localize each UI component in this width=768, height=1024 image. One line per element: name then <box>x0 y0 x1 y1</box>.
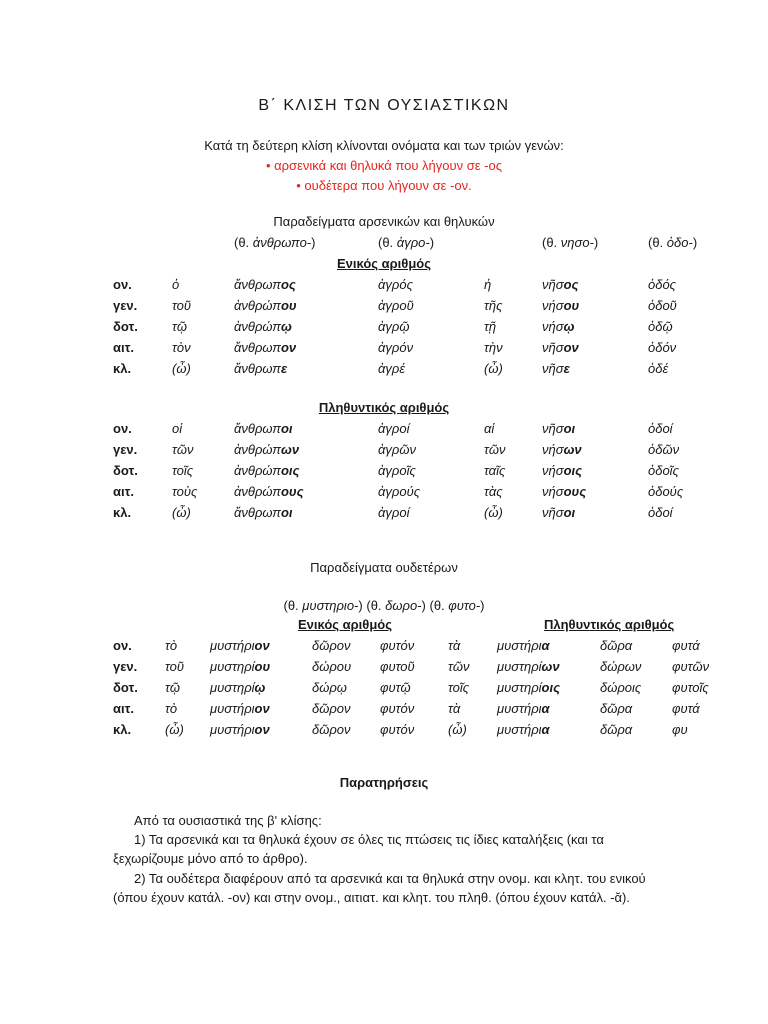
case-label: κλ. <box>113 361 132 376</box>
observations-heading: Παρατηρήσεις <box>339 775 429 790</box>
case-label: δοτ. <box>113 680 138 695</box>
intro-bullet-masc-fem: • αρσενικά και θηλυκά που λήγουν σε -ος <box>265 158 502 173</box>
case-label: κλ. <box>113 505 132 520</box>
intro-bullet-neuter: • ουδέτερα που λήγουν σε -ον. <box>296 178 472 193</box>
word-odos: ὁδός <box>648 277 677 292</box>
masc-fem-heading: Παραδείγματα αρσενικών και θηλυκών <box>273 214 495 229</box>
case-label: γεν. <box>113 659 138 674</box>
word-odos: ὁδῷ <box>648 319 673 334</box>
theme-stem: ἀγρο- <box>396 235 430 250</box>
word-ending: ων <box>563 442 582 457</box>
word-ending: α <box>541 701 550 716</box>
word-nisos: νήσῳ <box>542 319 575 334</box>
masc-fem-singular-label: Ενικός αριθμός <box>337 256 431 271</box>
article: τοὺς <box>172 484 198 499</box>
article: ὁ <box>172 277 180 292</box>
word-agros: ἀγρούς <box>378 484 421 499</box>
word-mystirio-plural: μυστηρίοις <box>497 680 561 695</box>
word-fyto-plural: φυτά <box>672 701 700 716</box>
case-label: αιτ. <box>113 340 135 355</box>
article: ταῖς <box>484 463 506 478</box>
word-agros: ἀγρῷ <box>378 319 410 334</box>
declension-row <box>0 442 768 462</box>
theme-label: (θ. ἀγρο-) <box>378 235 435 250</box>
word-agros: ἀγροί <box>378 505 410 520</box>
word-doro-plural: δώροις <box>600 680 642 695</box>
word-ending: ου <box>254 659 271 674</box>
observation-2: 2) Τα ουδέτερα διαφέρουν από τα αρσενικά και τα θηλυκά στην ονομ. και κλητ. του ενικού (όπου έχουν κατάλ. -ον) και στην ονομ., αιτιατ. και κλητ. του πληθ. (όπου έχουν κατάλ. -ᾰ). <box>113 871 646 905</box>
word-fyto-singular: φυτῷ <box>380 680 411 695</box>
word-ending: ον <box>254 722 270 737</box>
word-agros: ἀγρόν <box>378 340 414 355</box>
observation-1: 1) Τα αρσενικά και τα θηλυκά έχουν σε όλες τις πτώσεις τις ίδιες καταλήξεις (και τα ξεχωρίζουμε μόνο από το άρθρο). <box>113 832 604 866</box>
word-ending: ῳ <box>280 319 292 334</box>
word-nisos: νήσων <box>542 442 582 457</box>
page-title: Β΄ ΚΛΙΣΗ ΤΩΝ ΟΥΣΙΑΣΤΙΚΩΝ <box>258 97 510 114</box>
word-odos: ὁδῶν <box>648 442 680 457</box>
word-ending: οι <box>280 505 293 520</box>
theme-stem: φυτο- <box>448 598 481 613</box>
word-ending: α <box>541 722 550 737</box>
word-mystirio-plural: μυστήρια <box>497 701 550 716</box>
word-ending: ων <box>541 659 560 674</box>
theme-stem: μυστηριο- <box>302 598 359 613</box>
word-nisos: νῆσοι <box>542 421 576 436</box>
word-ending: ῳ <box>563 319 575 334</box>
word-ending: οι <box>280 421 293 436</box>
article: τοῖς <box>172 463 194 478</box>
word-fyto-singular: φυτόν <box>380 638 415 653</box>
word-ending: ε <box>280 361 288 376</box>
word-agros: ἀγρός <box>378 277 413 292</box>
word-anthropos: ἄνθρωπε <box>234 361 288 376</box>
theme-stem: νησο- <box>560 235 594 250</box>
word-anthropos: ἄνθρωπον <box>234 340 297 355</box>
article: τὰ <box>448 701 461 716</box>
word-fyto-plural: φυ <box>672 722 688 737</box>
theme-label: (θ. ὁδο-) <box>648 235 698 250</box>
article: (ὦ) <box>484 361 503 376</box>
word-fyto-plural: φυτῶν <box>672 659 710 674</box>
word-doro-singular: δῶρον <box>312 722 351 737</box>
article: τοῦ <box>172 298 192 313</box>
word-anthropos: ἄνθρωποι <box>234 505 293 520</box>
word-ending: οι <box>563 505 576 520</box>
word-ending: ος <box>280 277 296 292</box>
word-anthropos: ἄνθρωποι <box>234 421 293 436</box>
word-mystirio-plural: μυστηρίων <box>497 659 560 674</box>
article: τὸ <box>165 701 178 716</box>
word-doro-singular: δῶρον <box>312 638 351 653</box>
word-agros: ἀγροῦ <box>378 298 414 313</box>
word-agros: ἀγροί <box>378 421 410 436</box>
word-ending: οις <box>541 680 561 695</box>
word-mystirio-plural: μυστήρια <box>497 722 550 737</box>
article: τὰς <box>484 484 503 499</box>
theme-label: (θ. ἀνθρωπο-) <box>234 235 316 250</box>
word-ending: ον <box>280 340 297 355</box>
case-label: αιτ. <box>113 701 135 716</box>
word-fyto-plural: φυτοῖς <box>672 680 709 695</box>
word-nisos: νήσοις <box>542 463 583 478</box>
word-odos: ὁδοῦ <box>648 298 677 313</box>
word-anthropos: ἀνθρώπων <box>234 442 300 457</box>
word-agros: ἀγρέ <box>378 361 406 376</box>
declension-row <box>0 298 768 318</box>
word-ending: οι <box>563 421 576 436</box>
article: τῆς <box>484 298 503 313</box>
article: τῇ <box>484 319 497 334</box>
word-nisos: νῆσοι <box>542 505 576 520</box>
intro-line: Κατά τη δεύτερη κλίση κλίνονται ονόματα και των τριών γενών: <box>204 138 564 153</box>
word-ending: ε <box>563 361 570 376</box>
word-ending: ους <box>563 484 587 499</box>
article: τῶν <box>448 659 470 674</box>
word-fyto-singular: φυτόν <box>380 722 415 737</box>
article: τοῖς <box>448 680 470 695</box>
word-agros: ἀγρῶν <box>378 442 416 457</box>
declension-row <box>0 484 768 504</box>
word-ending: ῳ <box>254 680 266 695</box>
word-doro-singular: δώρου <box>312 659 352 674</box>
masc-fem-plural-label: Πληθυντικός αριθμός <box>318 400 450 415</box>
declension-row <box>0 421 768 441</box>
word-mystirio-singular: μυστηρίῳ <box>210 680 266 695</box>
article: τὴν <box>484 340 503 355</box>
theme-stem: δωρο- <box>385 598 422 613</box>
article: τὰ <box>448 638 461 653</box>
word-agros: ἀγροῖς <box>378 463 416 478</box>
article: (ὦ) <box>165 722 184 737</box>
declension-row <box>0 319 768 339</box>
word-mystirio-singular: μυστηρίου <box>210 659 271 674</box>
theme-label: (θ. νησο-) <box>542 235 599 250</box>
word-anthropos: ἀνθρώποις <box>234 463 300 478</box>
neuter-themes <box>0 598 768 613</box>
declension-row <box>0 277 768 297</box>
observations-intro: Από τα ουσιαστικά της β' κλίσης: <box>134 813 322 828</box>
theme-label: (θ. φυτο-) <box>429 598 485 613</box>
case-label: ον. <box>113 277 132 292</box>
word-mystirio-singular: μυστήριον <box>210 701 270 716</box>
word-nisos: νῆσον <box>542 340 579 355</box>
article: τῷ <box>172 319 187 334</box>
article: τὸν <box>172 340 191 355</box>
article: τοῦ <box>165 659 185 674</box>
word-ending: ον <box>254 638 270 653</box>
declension-row <box>0 680 768 700</box>
word-odos: ὁδούς <box>648 484 684 499</box>
word-odos: ὁδέ <box>648 361 669 376</box>
declension-row <box>0 638 768 658</box>
article: τῶν <box>172 442 194 457</box>
article: τῶν <box>484 442 506 457</box>
word-ending: ου <box>563 298 580 313</box>
word-mystirio-singular: μυστήριον <box>210 638 270 653</box>
word-doro-singular: δώρῳ <box>312 680 347 695</box>
theme-label: (θ. μυστηριο-) <box>283 598 363 613</box>
word-ending: ον <box>254 701 270 716</box>
word-ending: ων <box>280 442 300 457</box>
theme-stem: ὁδο- <box>666 235 693 250</box>
declension-row <box>0 340 768 360</box>
word-odos: ὁδόν <box>648 340 677 355</box>
case-label: κλ. <box>113 722 132 737</box>
article: τὸ <box>165 638 178 653</box>
word-anthropos: ἀνθρώπου <box>234 298 297 313</box>
word-anthropos: ἀνθρώπους <box>234 484 304 499</box>
case-label: δοτ. <box>113 463 138 478</box>
word-odos: ὁδοῖς <box>648 463 679 478</box>
article: (ὦ) <box>484 505 503 520</box>
word-doro-plural: δῶρα <box>600 722 633 737</box>
word-ending: οις <box>563 463 583 478</box>
word-anthropos: ἀνθρώπῳ <box>234 319 292 334</box>
word-doro-singular: δῶρον <box>312 701 351 716</box>
article: τῷ <box>165 680 180 695</box>
case-label: ον. <box>113 421 132 436</box>
word-nisos: νήσους <box>542 484 587 499</box>
word-odos: ὁδοί <box>648 421 673 436</box>
word-doro-plural: δῶρα <box>600 701 633 716</box>
case-label: γεν. <box>113 298 138 313</box>
theme-label: (θ. δωρο-) <box>366 598 426 613</box>
neuter-heading: Παραδείγματα ουδετέρων <box>310 560 458 575</box>
word-doro-plural: δώρων <box>600 659 642 674</box>
article: οἱ <box>172 421 183 436</box>
word-ending: οις <box>280 463 300 478</box>
article: αἱ <box>484 421 495 436</box>
neuter-plural-label: Πληθυντικός αριθμός <box>544 617 675 632</box>
word-nisos: νῆσος <box>542 277 579 292</box>
theme-stem: ἀνθρωπο- <box>252 235 312 250</box>
case-label: αιτ. <box>113 484 135 499</box>
word-ending: ους <box>280 484 304 499</box>
word-ending: ου <box>280 298 297 313</box>
declension-row <box>0 659 768 679</box>
neuter-singular-label: Ενικός αριθμός <box>298 617 392 632</box>
word-fyto-singular: φυτοῦ <box>380 659 415 674</box>
case-label: δοτ. <box>113 319 138 334</box>
word-doro-plural: δῶρα <box>600 638 633 653</box>
word-fyto-plural: φυτά <box>672 638 700 653</box>
article: (ὦ) <box>448 722 467 737</box>
article: ἡ <box>484 277 492 292</box>
word-mystirio-singular: μυστήριον <box>210 722 270 737</box>
case-label: ον. <box>113 638 132 653</box>
word-nisos: νήσου <box>542 298 580 313</box>
declension-row <box>0 505 768 525</box>
article: (ὦ) <box>172 361 191 376</box>
word-anthropos: ἄνθρωπος <box>234 277 296 292</box>
declension-row <box>0 701 768 721</box>
declension-row <box>0 463 768 483</box>
word-ending: ον <box>563 340 579 355</box>
declension-row <box>0 361 768 381</box>
word-nisos: νῆσε <box>542 361 570 376</box>
word-odos: ὁδοί <box>648 505 673 520</box>
word-ending: ος <box>563 277 579 292</box>
word-fyto-singular: φυτόν <box>380 701 415 716</box>
article: (ὦ) <box>172 505 191 520</box>
case-label: γεν. <box>113 442 138 457</box>
declension-row <box>0 722 768 742</box>
word-mystirio-plural: μυστήρια <box>497 638 550 653</box>
word-ending: α <box>541 638 550 653</box>
